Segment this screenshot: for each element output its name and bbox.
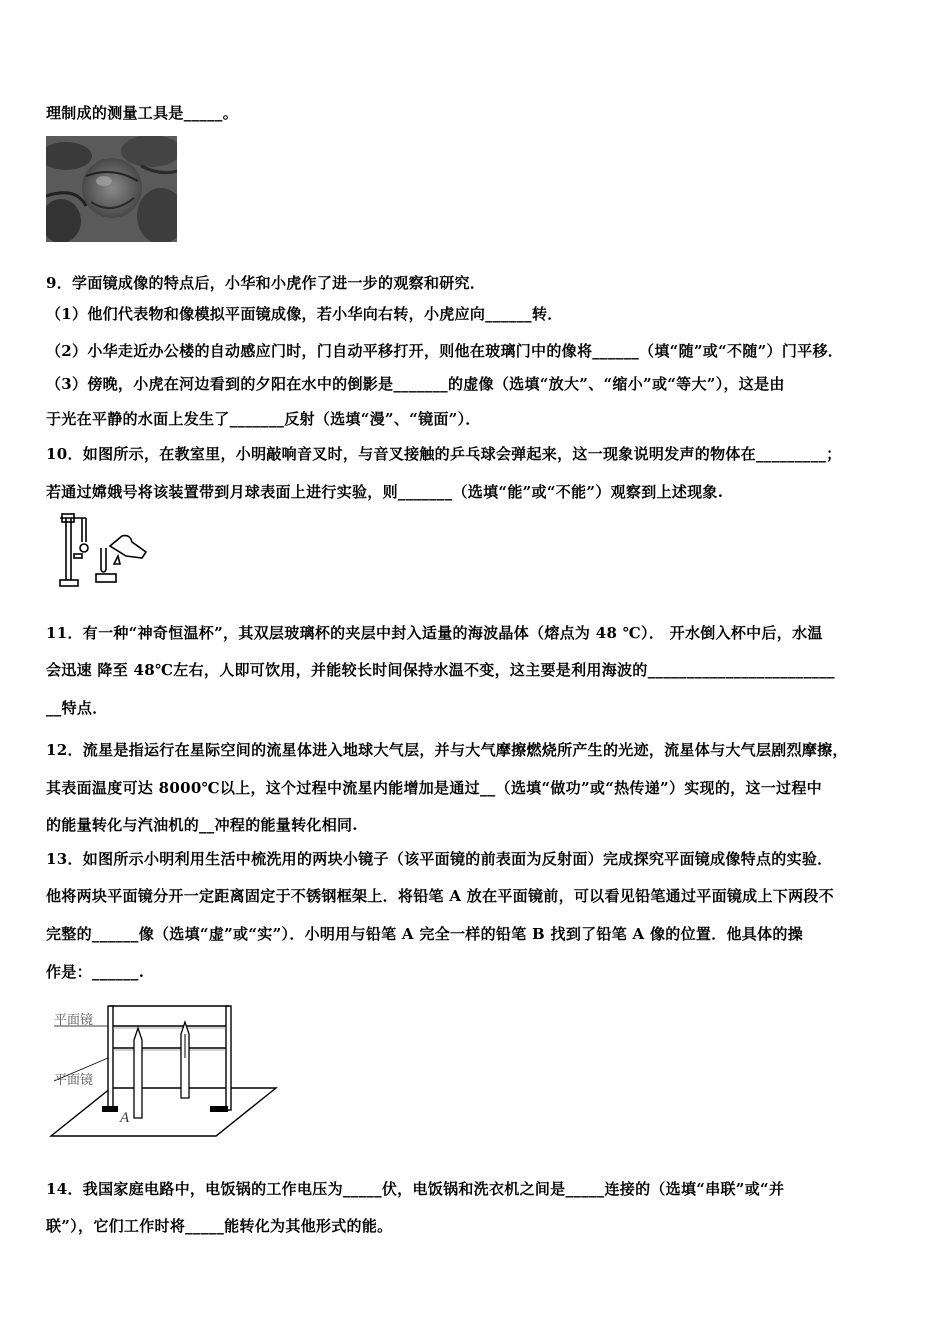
q13-label-bottom-mirror: 平面镜: [54, 1072, 94, 1087]
q14-line-a: 14．我国家庭电路中，电饭锅的工作电压为_____伏，电饭锅和洗衣机之间是_____连接的（选填“串联”或“并: [46, 1180, 785, 1198]
q11-line-a: 11．有一种“神奇恒温杯”，其双层玻璃杯的夹层中封入适量的海波晶体（熔点为 48 ℃）． 开水倒入杯中后，水温: [46, 624, 823, 642]
q11-line-b: 会迅速 降至 48℃左右，人即可饮用，并能较长时间保持水温不变，这主要是利用海波的________________________: [46, 661, 835, 679]
q12-line-c: 的能量转化与汽油机的__冲程的能量转化相同.: [46, 816, 358, 834]
q13-line-d: 作是：______.: [46, 963, 145, 981]
q12-line-a: 12．流星是指运行在星际空间的流星体进入地球大气层，并与大气摩擦燃烧所产生的光迹，流星体与大气层剧烈摩擦，: [46, 741, 848, 759]
q13-mirror-figure: [46, 998, 282, 1143]
q13-frame-right-post: [226, 1006, 231, 1110]
q13-line-c: 完整的______像（选填“虚”或“实”）．小明用与铅笔 A 完全一样的铅笔 B 找到了铅笔 A 像的位置．他具体的操: [46, 925, 804, 943]
q13-line-b: 他将两块平面镜分开一定距离固定于不锈钢框架上．将铅笔 A 放在平面镜前，可以看见铅笔通过平面镜成上下两段不: [46, 887, 834, 905]
q9-part-2: （2）小华走近办公楼的自动感应门时，门自动平移打开，则他在玻璃门中的像将______（填“随”或“不随”）门平移．: [46, 342, 844, 360]
q9-part-3a: （3）傍晚，小虎在河边看到的夕阳在水中的倒影是_______的虚像（选填“放大”、“缩小”或“等大”），这是由: [46, 375, 785, 393]
q12-line-b: 其表面温度可达 8000℃以上，这个过程中流星内能增加是通过__（选填“做功”或“热传递”）实现的，这一过程中: [46, 779, 822, 797]
q13-pencil-a: [134, 1028, 142, 1118]
q10-line-a: 10．如图所示，在教室里，小明敲响音叉时，与音叉接触的乒乓球会弹起来，这一现象说明发声的物体在_________；: [46, 445, 842, 463]
q14-line-b: 联”），它们工作时将_____能转化为其他形式的能。: [46, 1217, 393, 1235]
q13-table-plane: [51, 1088, 276, 1136]
q13-pencil-b: [181, 1022, 189, 1098]
q13-label-top-mirror: 平面镜: [54, 1012, 94, 1027]
q9-part-1: （1）他们代表物和像模拟平面镜成像，若小华向右转，小虎应向______转．: [46, 305, 563, 323]
q8-text: 理制成的测量工具是_____。: [46, 104, 239, 122]
q13-line-a: 13．如图所示小明利用生活中梳洗用的两块小镜子（该平面镜的前表面为反射面）完成探究平面镜成像特点的实验．: [46, 850, 833, 868]
q10-tuning-fork-figure: [46, 512, 151, 588]
q13-frame-left-foot: [102, 1106, 118, 1112]
q8-photo: [46, 136, 177, 242]
q9-stem: 9．学面镜成像的特点后，小华和小虎作了进一步的观察和研究．: [46, 274, 486, 292]
q11-line-c: __特点．: [46, 699, 108, 717]
q13-pencil-a-label: A: [120, 1110, 130, 1126]
q9-part-3b: 于光在平静的水面上发生了_______反射（选填“漫”、“镜面”）．: [46, 410, 481, 428]
q13-frame-right-foot: [210, 1106, 228, 1112]
q10-line-b: 若通过嫦娥号将该装置带到月球表面上进行实验，则_______（选填“能”或“不能”）观察到上述现象.: [46, 483, 724, 501]
q13-frame-left-post: [108, 1006, 113, 1110]
